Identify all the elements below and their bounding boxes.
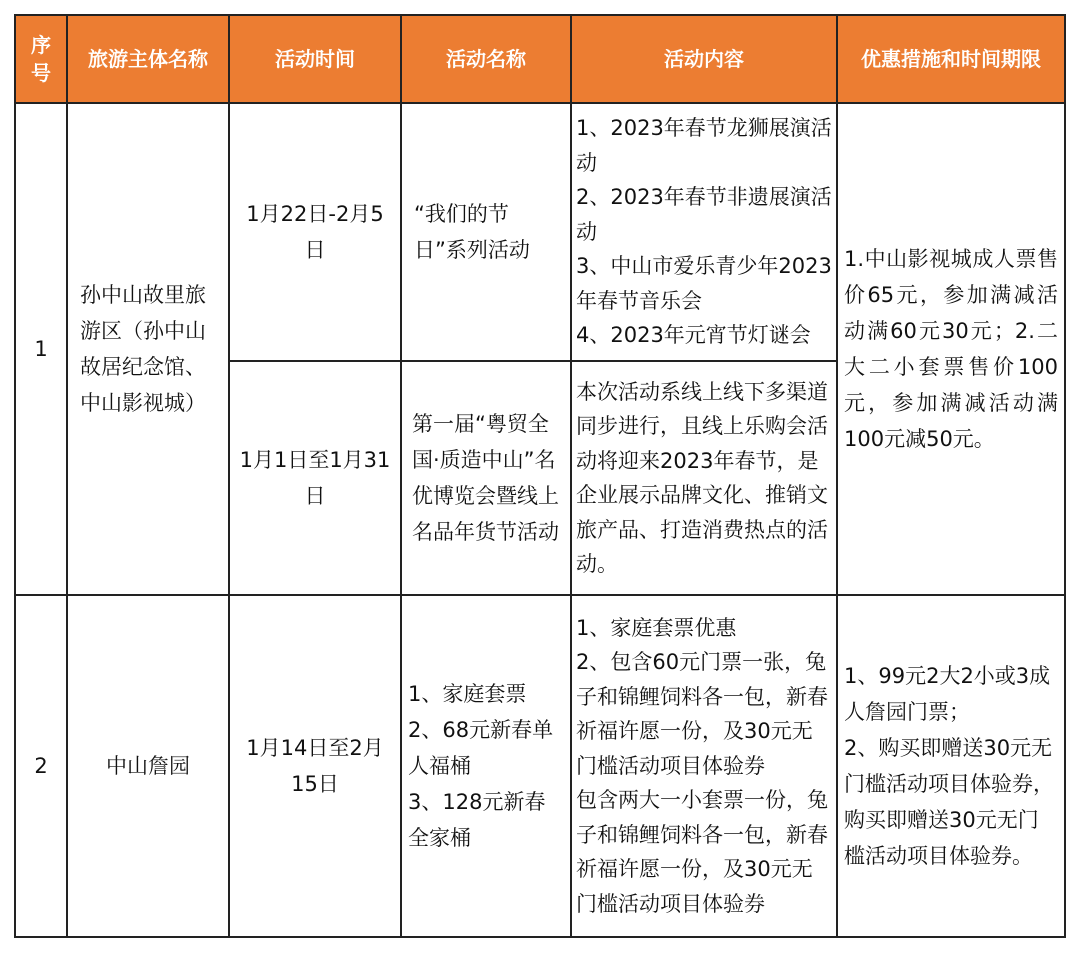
row-entity: 孙中山故里旅游区（孙中山故居纪念馆、中山影视城） (67, 103, 229, 595)
discount-line: 2、购买即赠送30元无门槛活动项目体验券，购买即赠送30元无门槛活动项目体验券。 (844, 736, 1054, 868)
activity-table (14, 14, 1066, 938)
activity-table-container (14, 14, 1066, 938)
event-time: 1月14日至2月15日 (229, 595, 401, 937)
event-time: 1月1日至1月31日 (229, 361, 401, 595)
table-row (15, 103, 1065, 361)
event-content (571, 103, 837, 361)
row-seq: 2 (15, 595, 67, 937)
name-line: 3、128元新春全家桶 (408, 790, 546, 850)
content-line: 2、2023年春节非遗展演活动 (576, 185, 832, 244)
name-line: 2、68元新春单人福桶 (408, 718, 554, 778)
header-row (15, 15, 1065, 103)
content-line: 1、2023年春节龙狮展演活动 (576, 116, 832, 175)
content-line: 本次活动系线上线下多渠道同步进行，且线上乐购会活动将迎来2023年春节，是企业展示品牌文化、推销文旅产品、打造消费热点的活动。 (576, 379, 828, 576)
discount-line: 1、99元2大2小或3成人詹园门票； (844, 664, 1051, 724)
event-content (571, 595, 837, 937)
header-discount: 优惠措施和时间期限 (837, 15, 1065, 103)
content-line: 2、包含60元门票一张，兔子和锦鲤饲料各一包，新春祈福许愿一份，及30元无门槛活动项目体验券 (576, 650, 828, 778)
header-content: 活动内容 (571, 15, 837, 103)
content-line: 1、家庭套票优惠 (576, 615, 737, 640)
event-name: 第一届“粤贸全国·质造中山”名优博览会暨线上名品年货节活动 (401, 361, 571, 595)
content-line: 3、中山市爱乐青少年2023年春节音乐会 (576, 254, 832, 313)
header-time: 活动时间 (229, 15, 401, 103)
header-entity: 旅游主体名称 (67, 15, 229, 103)
row-discount: 1.中山影视城成人票售价65元，参加满减活动满60元30元；2.二大二小套票售价100元，参加满减活动满100元减50元。 (837, 103, 1065, 595)
row-discount (837, 595, 1065, 937)
header-name: 活动名称 (401, 15, 571, 103)
event-name (401, 595, 571, 937)
row-entity: 中山詹园 (67, 595, 229, 937)
event-time: 1月22日-2月5日 (229, 103, 401, 361)
content-line: 包含两大一小套票一份，兔子和锦鲤饲料各一包，新春祈福许愿一份，及30元无门槛活动项目体验券 (576, 788, 828, 916)
header-seq: 序号 (15, 15, 67, 103)
name-line: 1、家庭套票 (408, 682, 527, 706)
content-line: 4、2023年元宵节灯谜会 (576, 323, 811, 348)
event-name: “我们的节日”系列活动 (401, 103, 571, 361)
event-content (571, 361, 837, 595)
row-seq: 1 (15, 103, 67, 595)
table-row (15, 595, 1065, 937)
